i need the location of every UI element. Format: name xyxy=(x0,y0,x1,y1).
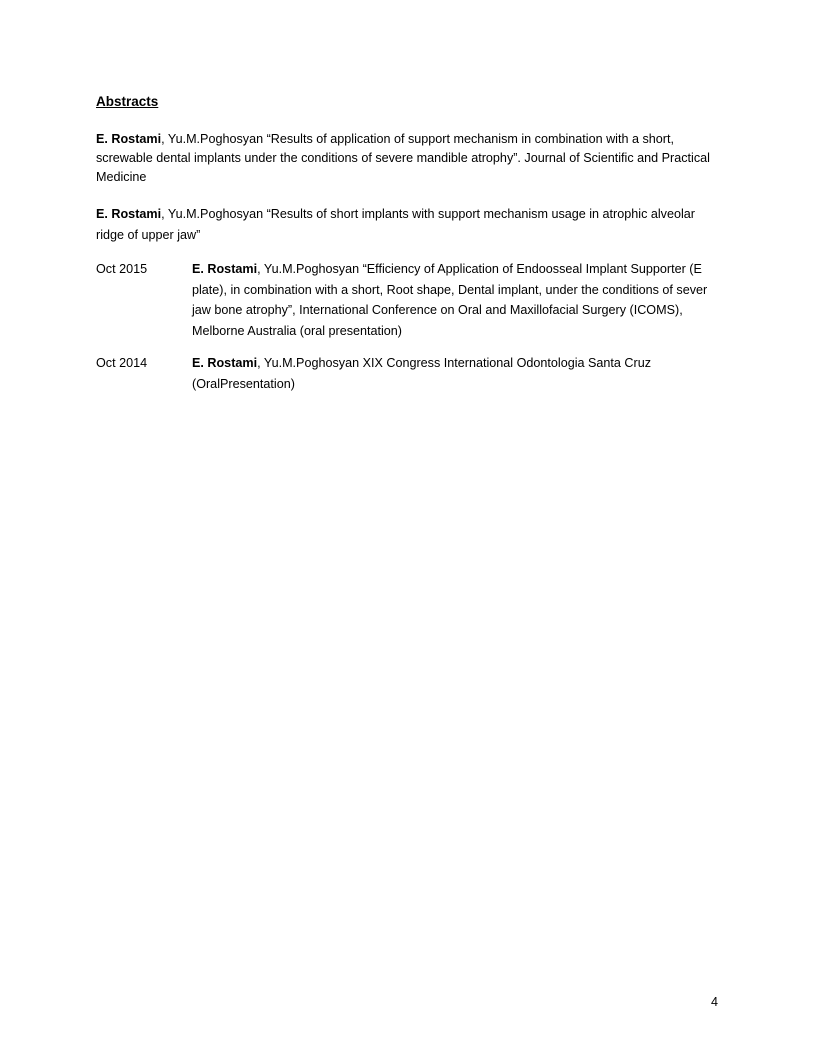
abstract-text: , Yu.M.Poghosyan “Results of application of support mechanism in combination with a short, screwable dental implants under the conditions of severe mandible atrophy”. Journal of Scientific and Practical Medicine xyxy=(96,132,710,184)
page-number: 4 xyxy=(711,995,719,1009)
abstract-text: , Yu.M.Poghosyan “Results of short implants with support mechanism usage in atrophic alveolar ridge of upper jaw” xyxy=(96,207,695,242)
abstract-author: E. Rostami xyxy=(96,132,162,146)
section-heading: Abstracts xyxy=(96,94,159,109)
entry-date: Oct 2014 xyxy=(96,356,148,370)
entry-text: , Yu.M.Poghosyan “Efficiency of Application of Endoosseal Implant Supporter (E plate), in combination with a short, Root shape, Dental implant, under the conditions of sever jaw bone atrophy”, International Conference on Oral and Maxillofacial Surgery (ICOMS), Melborne Australia (oral presentation) xyxy=(192,262,708,338)
entry-body xyxy=(192,353,720,394)
abstract-item xyxy=(96,130,720,187)
entry-author: E. Rostami xyxy=(192,356,258,370)
entry-text: , Yu.M.Poghosyan XIX Congress International Odontologia Santa Cruz (OralPresentation) xyxy=(192,356,652,391)
presentation-entry xyxy=(96,259,720,341)
entry-author: E. Rostami xyxy=(192,262,258,276)
entry-body xyxy=(192,259,720,341)
abstract-item xyxy=(96,204,720,246)
entry-date: Oct 2015 xyxy=(96,262,148,276)
abstract-author: E. Rostami xyxy=(96,207,162,221)
presentation-entry xyxy=(96,353,720,394)
